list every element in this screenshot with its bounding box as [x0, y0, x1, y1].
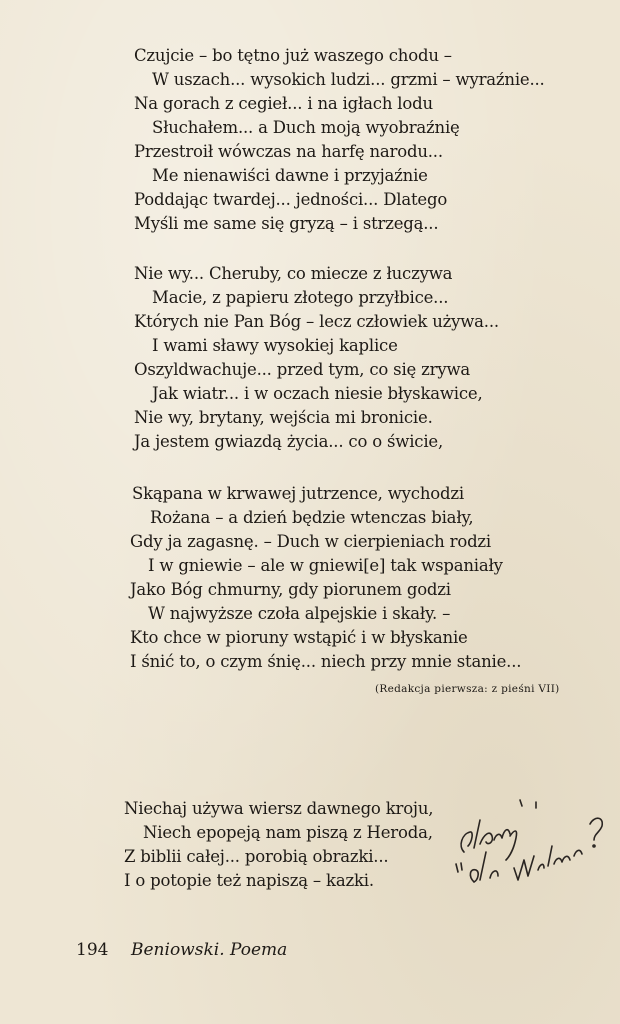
verse-line: Poddając twardej... jedności... Dlatego — [134, 190, 448, 209]
verse-line: Z biblii całej... porobią obrazki... — [124, 847, 389, 866]
edition-caption: (Redakcja pierwsza: z pieśni VII) — [375, 683, 560, 695]
verse-line: W najwyższe czoła alpejskie i skały. – — [148, 604, 451, 623]
verse-line: Me nienawiści dawne i przyjaźnie — [152, 166, 428, 185]
verse-line: I w gniewie – ale w gniewi[e] tak wspaniały — [148, 556, 503, 575]
running-title: Beniowski. Poema — [131, 940, 288, 960]
verse-line: Ja jestem gwiazdą życia... co o świcie, — [134, 432, 444, 451]
verse-line: I o potopie też napiszą – kazki. — [124, 871, 374, 890]
verse-line: Nie wy... Cheruby, co miecze z łuczywa — [134, 264, 453, 283]
verse-line: Przestroił wówczas na harfę narodu... — [134, 142, 443, 161]
verse-line: Jako Bóg chmurny, gdy piorunem godzi — [130, 580, 451, 599]
verse-line: Czujcie – bo tętno już waszego chodu – — [134, 46, 452, 65]
verse-line: Których nie Pan Bóg – lecz człowiek używa... — [134, 312, 499, 331]
verse-line: Na gorach z cegieł... i na igłach lodu — [134, 94, 433, 113]
verse-line: Gdy ja zagasnę. – Duch w cierpieniach rodzi — [130, 532, 491, 551]
verse-line: Myśli me same się gryzą – i strzegą... — [134, 214, 439, 233]
verse-line: Skąpana w krwawej jutrzence, wychodzi — [132, 484, 464, 503]
verse-line: Kto chce w pioruny wstąpić i w błyskanie — [130, 628, 468, 647]
verse-line: Niechaj używa wiersz dawnego kroju, — [124, 799, 434, 818]
verse-line: Niech epopeją nam piszą z Heroda, — [143, 823, 433, 842]
handwritten-note-icon — [440, 790, 610, 900]
verse-line: Nie wy, brytany, wejścia mi bronicie. — [134, 408, 433, 427]
page-number: 194 — [76, 940, 109, 960]
verse-line: Oszyldwachuje... przed tym, co się zrywa — [134, 360, 471, 379]
verse-line: I wami sławy wysokiej kaplice — [152, 336, 398, 355]
verse-line: I śnić to, o czym śnię... niech przy mnie stanie... — [130, 652, 522, 671]
verse-line: Słuchałem... a Duch moją wyobraźnię — [152, 118, 460, 137]
verse-line: W uszach... wysokich ludzi... grzmi – wyraźnie... — [152, 70, 545, 89]
verse-line: Rożana – a dzień będzie wtenczas biały, — [150, 508, 474, 527]
verse-line: Macie, z papieru złotego przyłbice... — [152, 288, 449, 307]
verse-line: Jak wiatr... i w oczach niesie błyskawice, — [152, 384, 483, 403]
